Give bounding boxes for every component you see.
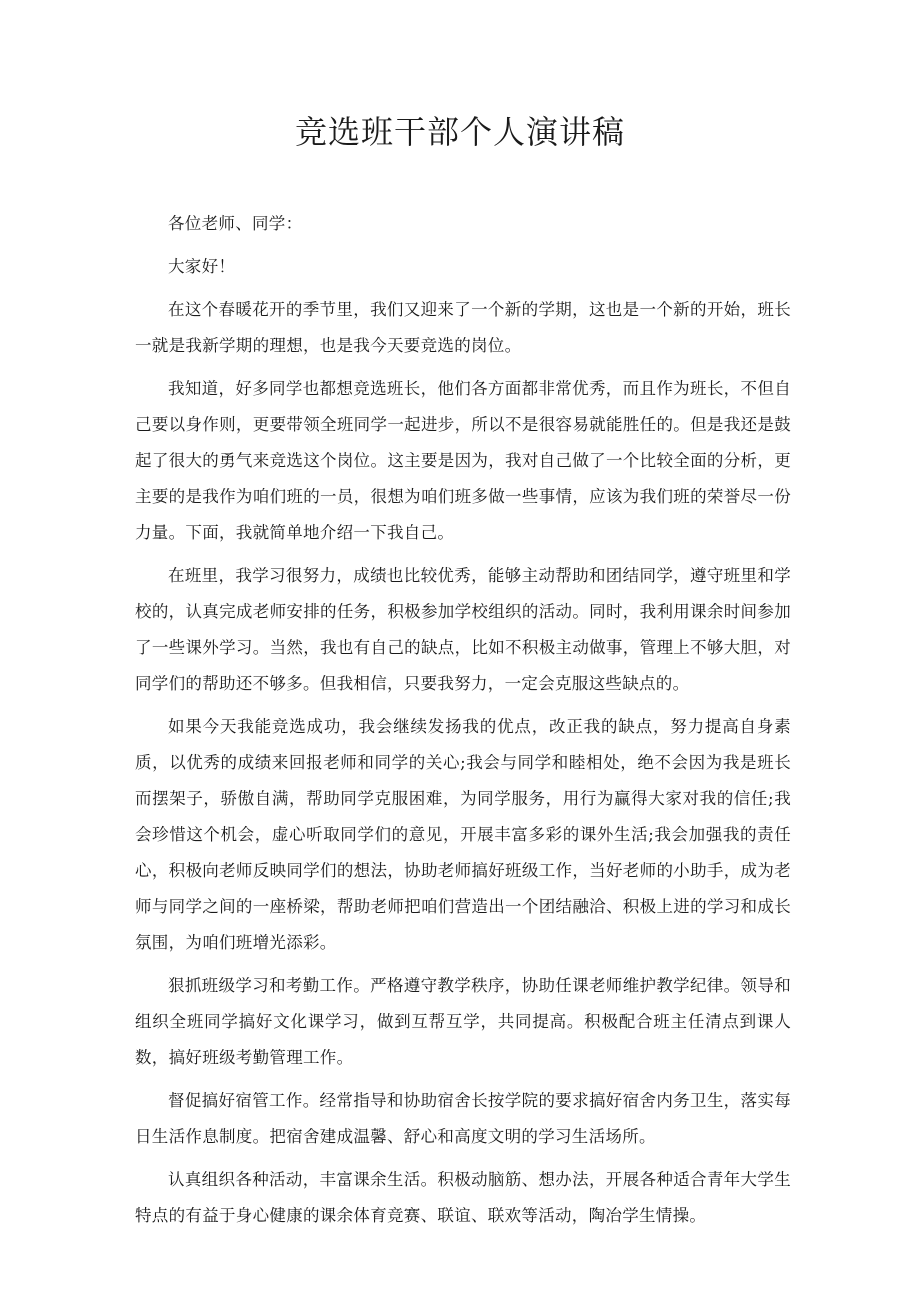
body-paragraph: 狠抓班级学习和考勤工作。严格遵守教学秩序，协助任课老师维护教学纪律。领导和组织全班同学搞好文化课学习，做到互帮互学，共同提高。积极配合班主任清点到课人数，搞好班级考勤管理工作。 <box>135 976 791 1067</box>
body-paragraph: 如果今天我能竞选成功，我会继续发扬我的优点，改正我的缺点，努力提高自身素质，以优秀的成绩来回报老师和同学的关心;我会与同学和睦相处，绝不会因为我是班长而摆架子，骄傲自满，帮助同学克服困难，为同学服务，用行为赢得大家对我的信任;我会珍惜这个机会，虚心听取同学们的意见，开展丰富多彩的课外生活;我会加强我的责任心，积极向老师反映同学们的想法，协助老师搞好班级工作，当好老师的小助手，成为老师与同学之间的一座桥梁，帮助老师把咱们营造出一个团结融洽、积极上进的学习和成长氛围，为咱们班增光添彩。 <box>135 717 791 952</box>
body-paragraph: 认真组织各种活动，丰富课余生活。积极动脑筋、想办法，开展各种适合青年大学生特点的有益于身心健康的课余体育竞赛、联谊、联欢等活动，陶冶学生情操。 <box>135 1170 791 1225</box>
body-paragraph: 在这个春暖花开的季节里，我们又迎来了一个新的学期，这也是一个新的开始，班长一就是我新学期的理想，也是我今天要竞选的岗位。 <box>135 300 791 355</box>
greeting: 大家好！ <box>168 257 236 276</box>
document-body <box>135 206 791 1241</box>
body-paragraph: 督促搞好宿管工作。经常指导和协助宿舍长按学院的要求搞好宿舍内务卫生，落实每日生活作息制度。把宿舍建成温馨、舒心和高度文明的学习生活场所。 <box>135 1091 791 1146</box>
salutation: 各位老师、同学： <box>168 214 303 233</box>
document-title: 竞选班干部个人演讲稿 <box>294 113 625 151</box>
body-paragraph: 在班里，我学习很努力，成绩也比较优秀，能够主动帮助和团结同学，遵守班里和学校的，认真完成老师安排的任务，积极参加学校组织的活动。同时，我利用课余时间参加了一些课外学习。当然，我也有自己的缺点，比如不积极主动做事，管理上不够大胆，对同学们的帮助还不够多。但我相信，只要我努力，一定会克服这些缺点的。 <box>135 566 791 693</box>
body-paragraph: 我知道，好多同学也都想竞选班长，他们各方面都非常优秀，而且作为班长，不但自己要以身作则，更要带领全班同学一起进步，所以不是很容易就能胜任的。但是我还是鼓起了很大的勇气来竞选这个岗位。这主要是因为，我对自己做了一个比较全面的分析，更主要的是我作为咱们班的一员，很想为咱们班多做一些事情，应该为我们班的荣誉尽一份力量。下面，我就简单地介绍一下我自己。 <box>135 379 791 542</box>
